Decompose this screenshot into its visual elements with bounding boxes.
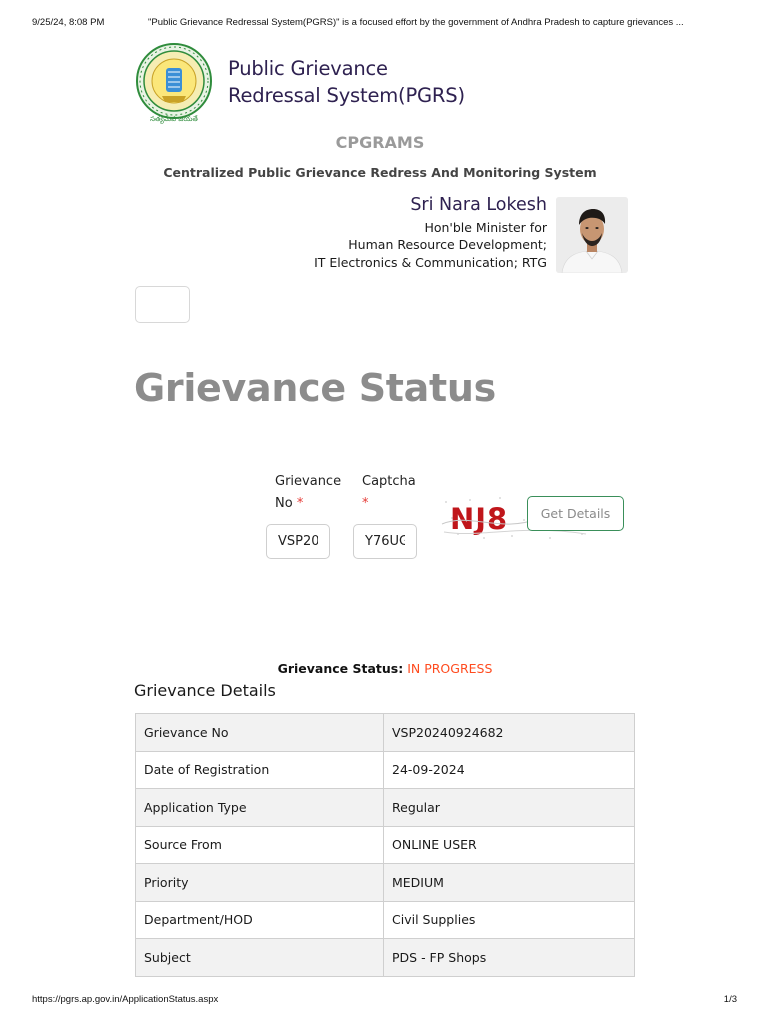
table-row [136,864,635,902]
row-value: PDS - FP Shops [384,939,635,977]
site-title-line-2: Redressal System(PGRS) [228,84,465,107]
table-row [136,826,635,864]
row-value: ONLINE USER [384,826,635,864]
grievance-no-label [275,471,347,515]
row-label: Grievance No [136,714,384,752]
grievance-status-label: Grievance Status: [277,661,404,676]
row-label: Application Type [136,789,384,827]
andhra-pradesh-emblem-icon [135,42,213,124]
print-url: https://pgrs.ap.gov.in/ApplicationStatus.aspx [32,994,219,1005]
print-page-title: "Public Grievance Redressal System(PGRS)" is a focused effort by the government of Andhra Pradesh to capture grievances ... [148,17,684,28]
grievance-status [0,661,768,676]
row-label: Department/HOD [136,901,384,939]
row-value: Civil Supplies [384,901,635,939]
captcha-image-text: NJ8 [450,502,509,536]
row-value: Regular [384,789,635,827]
table-row [136,789,635,827]
row-label: Date of Registration [136,751,384,789]
cpgrams-full-name: Centralized Public Grievance Redress And Monitoring System [163,165,597,180]
table-row [136,714,635,752]
minister-designation-line-3: IT Electronics & Communication; RTG [314,255,547,270]
captcha-input[interactable] [353,524,417,559]
grievance-details-title: Grievance Details [134,681,276,700]
row-value: 24-09-2024 [384,751,635,789]
grievance-no-label-text: Grievance No [275,474,342,511]
row-value: VSP20240924682 [384,714,635,752]
minister-name: Sri Nara Lokesh [410,195,547,215]
page-title: Grievance Status [134,366,496,410]
minister-designation-line-2: Human Resource Development; [348,237,547,252]
captcha-label-text: Captcha [362,474,416,489]
cpgrams-label: CPGRAMS [335,133,425,152]
print-page-number: 1/3 [723,994,737,1005]
table-row [136,939,635,977]
site-title-line-1: Public Grievance [228,57,388,80]
site-title [228,55,465,109]
row-label: Source From [136,826,384,864]
get-details-button[interactable]: Get Details [527,496,624,531]
emblem-caption: సత్యమేవ జయతే [150,115,198,123]
captcha-label [362,471,422,515]
grievance-no-input[interactable] [266,524,330,559]
minister-designation-line-1: Hon'ble Minister for [424,220,547,235]
table-row [136,901,635,939]
table-row [136,751,635,789]
minister-photo [556,197,628,273]
print-datetime: 9/25/24, 8:08 PM [32,17,105,28]
blank-widget [135,286,190,323]
grievance-details-table [135,713,635,977]
row-value: MEDIUM [384,864,635,902]
grievance-status-value: IN PROGRESS [407,661,493,676]
row-label: Priority [136,864,384,902]
required-marker: * [296,496,304,511]
required-marker: * [362,496,369,511]
row-label: Subject [136,939,384,977]
